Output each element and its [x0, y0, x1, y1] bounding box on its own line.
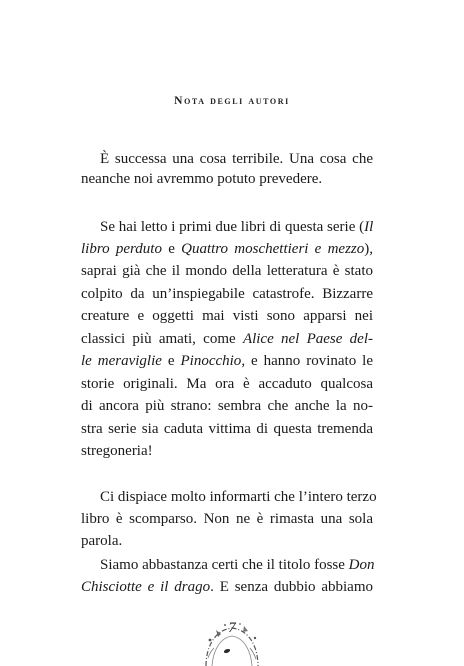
paragraph-1-line-1: È successa una cosa terribile. Una cosa che — [100, 151, 373, 167]
paragraph-2-line-11: stregoneria! — [81, 443, 153, 459]
page-number-ornament — [192, 608, 272, 666]
paragraph-3-line-1: Ci dispiace molto informarti che l’intero terzo — [100, 489, 377, 505]
page-heading: Nota degli autori — [174, 95, 290, 107]
paragraph-4-line-2: Chisciotte e il drago. E senza dubbio abbiamo — [81, 579, 373, 595]
paragraph-2-line-7: le meraviglie e Pinocchio, e hanno rovinato le — [81, 353, 373, 369]
paragraph-1-line-2: neanche noi avremmo potuto prevedere. — [81, 171, 323, 187]
paragraph-2-line-2: libro perduto e Quattro moschettieri e mezzo), — [81, 241, 373, 257]
paragraph-2-line-10: stra serie sia caduta vittima di questa tremenda — [81, 421, 373, 437]
paragraph-3-line-3: parola. — [81, 533, 123, 549]
paragraph-4-line-1: Siamo abbastanza certi che il titolo fosse Don — [100, 557, 375, 573]
paragraph-2-line-6: classici più amati, come Alice nel Paese del- — [81, 331, 374, 347]
paragraph-3-line-2: libro è scomparso. Non ne è rimasta una sola — [81, 511, 373, 527]
page-number: 7 — [228, 620, 236, 636]
paragraph-2-line-4: colpito da un’inspiegabile catastrofe. Bizzarre — [81, 286, 373, 302]
paragraph-2-line-8: storie originali. Ma ora è accaduto qualcosa — [81, 376, 373, 392]
paragraph-2-line-5: creature e oggetti mai visti sono apparsi nei — [81, 308, 373, 324]
paragraph-2-line-9: di ancora più strano: sembra che anche la no- — [81, 398, 373, 414]
paragraph-2-line-3: saprai già che il mondo della letteratura è stato — [81, 263, 373, 279]
paragraph-2-line-1: Se hai letto i primi due libri di questa serie (Il — [100, 219, 374, 235]
ink-splatter-icon — [192, 608, 272, 666]
